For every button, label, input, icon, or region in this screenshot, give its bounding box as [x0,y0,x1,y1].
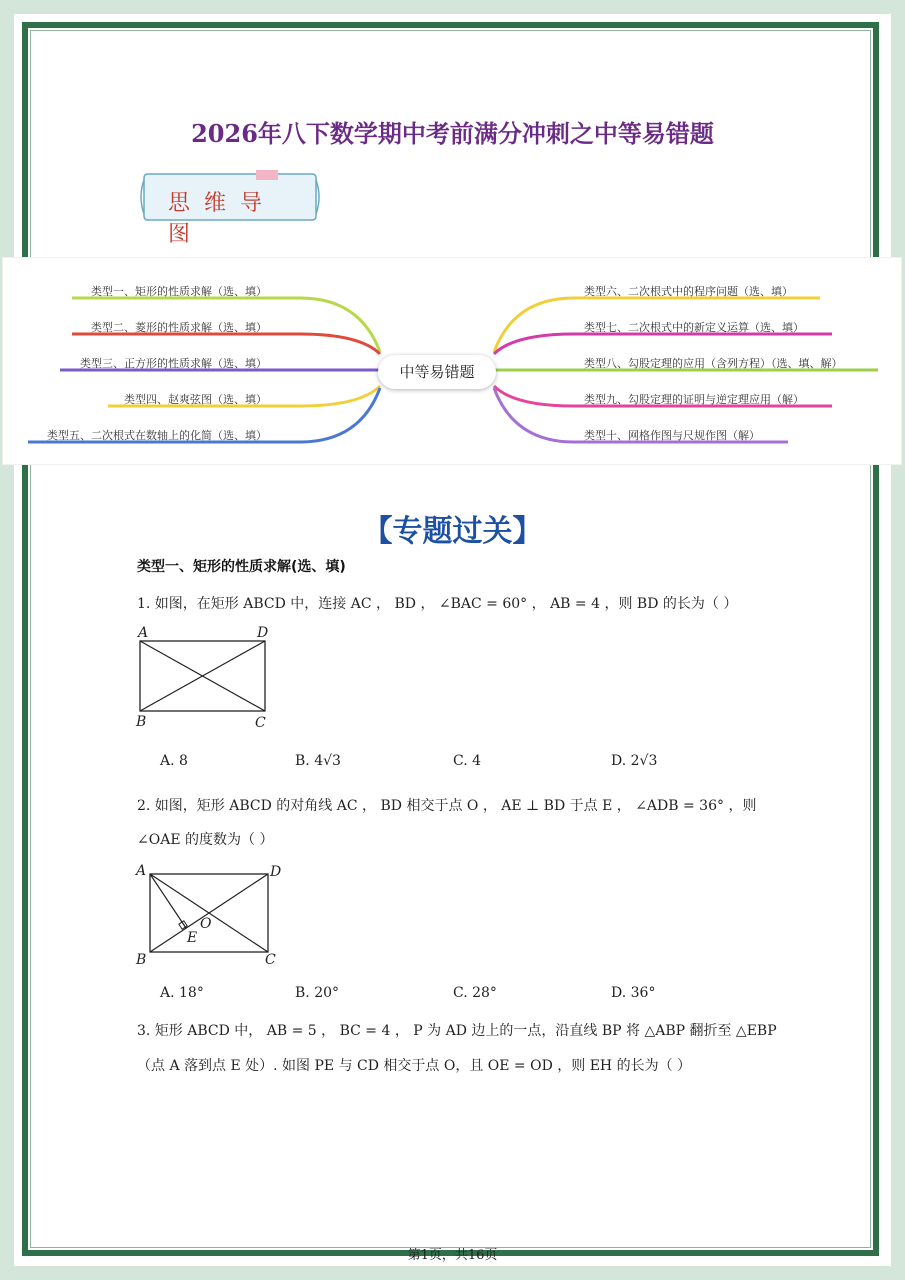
question-1-figure [132,622,282,732]
mindmap-branch-right-2 [494,334,832,354]
q2-label-e: E [187,930,198,946]
mindmap-label-left-1: 类型一、矩形的性质求解（选、填） [91,285,267,298]
mindmap-label-left-4: 类型四、赵爽弦图（选、填） [124,393,267,406]
mindmap-label-right-1: 类型六、二次根式中的程序问题（选、填） [584,285,793,298]
q2-option-a: A. 18° [160,985,204,1001]
question-3-line-1: 3. 矩形 ABCD 中， AB = 5 ， BC = 4 ， P 为 AD 边上的一点，沿直线 BP 将 △ABP 翻折至 △EBP [137,1023,777,1039]
mindmap-label-left-2: 类型二、菱形的性质求解（选、填） [91,321,267,334]
mindmap-label-right-5: 类型十、网格作图与尺规作图（解） [584,429,760,442]
page-title: 2026年八下数学期中考前满分冲刺之中等易错题 [191,119,714,148]
mindmap-branch-left-2 [72,334,380,354]
q2-label-d: D [270,864,282,880]
question-2-figure [132,858,292,970]
q1-label-b: B [136,714,147,730]
question-1-text: 1. 如图，在矩形 ABCD 中，连接 AC ， BD ， ∠BAC = 60° ， AB = 4 ，则 BD 的长为（ ） [137,596,738,612]
mindmap-label-right-4: 类型九、勾股定理的证明与逆定理应用（解） [584,393,804,406]
mindmap-label-left-3: 类型三、正方形的性质求解（选、填） [80,357,267,370]
mindmap-center-node: 中等易错题 [378,355,496,389]
question-3-line-2: （点 A 落到点 E 处）. 如图 PE 与 CD 相交于点 O，且 OE = OD ，则 EH 的长为（ ） [137,1058,692,1074]
q2-option-b: B. 20° [295,985,340,1001]
q2-option-c: C. 28° [453,985,497,1001]
q1-label-a: A [138,625,149,641]
mindmap-label-right-3: 类型八、勾股定理的应用（含列方程）（选、填、解） [584,357,843,370]
q1-label-d: D [257,625,269,641]
q1-label-c: C [255,715,266,731]
q2-option-d: D. 36° [611,985,656,1001]
q1-option-c: C. 4 [453,753,482,769]
q1-option-b: B. 4√3 [295,753,341,769]
page-footer: 第1页，共16页 [407,1248,498,1263]
section-title: 【专题过关】 [362,514,543,549]
question-2-line-2: ∠OAE 的度数为（ ） [137,832,274,848]
mindmap-label-left-5: 类型五、二次根式在数轴上的化简（选、填） [47,429,267,442]
q1-option-a: A. 8 [160,753,188,769]
mindmap-label-right-2: 类型七、二次根式中的新定义运算（选、填） [584,321,804,334]
q2-label-b: B [136,952,147,968]
q2-label-a: A [136,863,147,879]
type-heading: 类型一、矩形的性质求解(选、填) [137,559,346,575]
q2-label-c: C [265,952,276,968]
question-2-line-1: 2. 如图，矩形 ABCD 的对角线 AC ， BD 相交于点 O ， AE ⊥ BD 于点 E ， ∠ADB = 36° ，则 [137,798,757,814]
q2-label-o: O [200,916,212,932]
q1-option-d: D. 2√3 [611,753,658,769]
banner-text: 思维导图 [168,191,277,247]
